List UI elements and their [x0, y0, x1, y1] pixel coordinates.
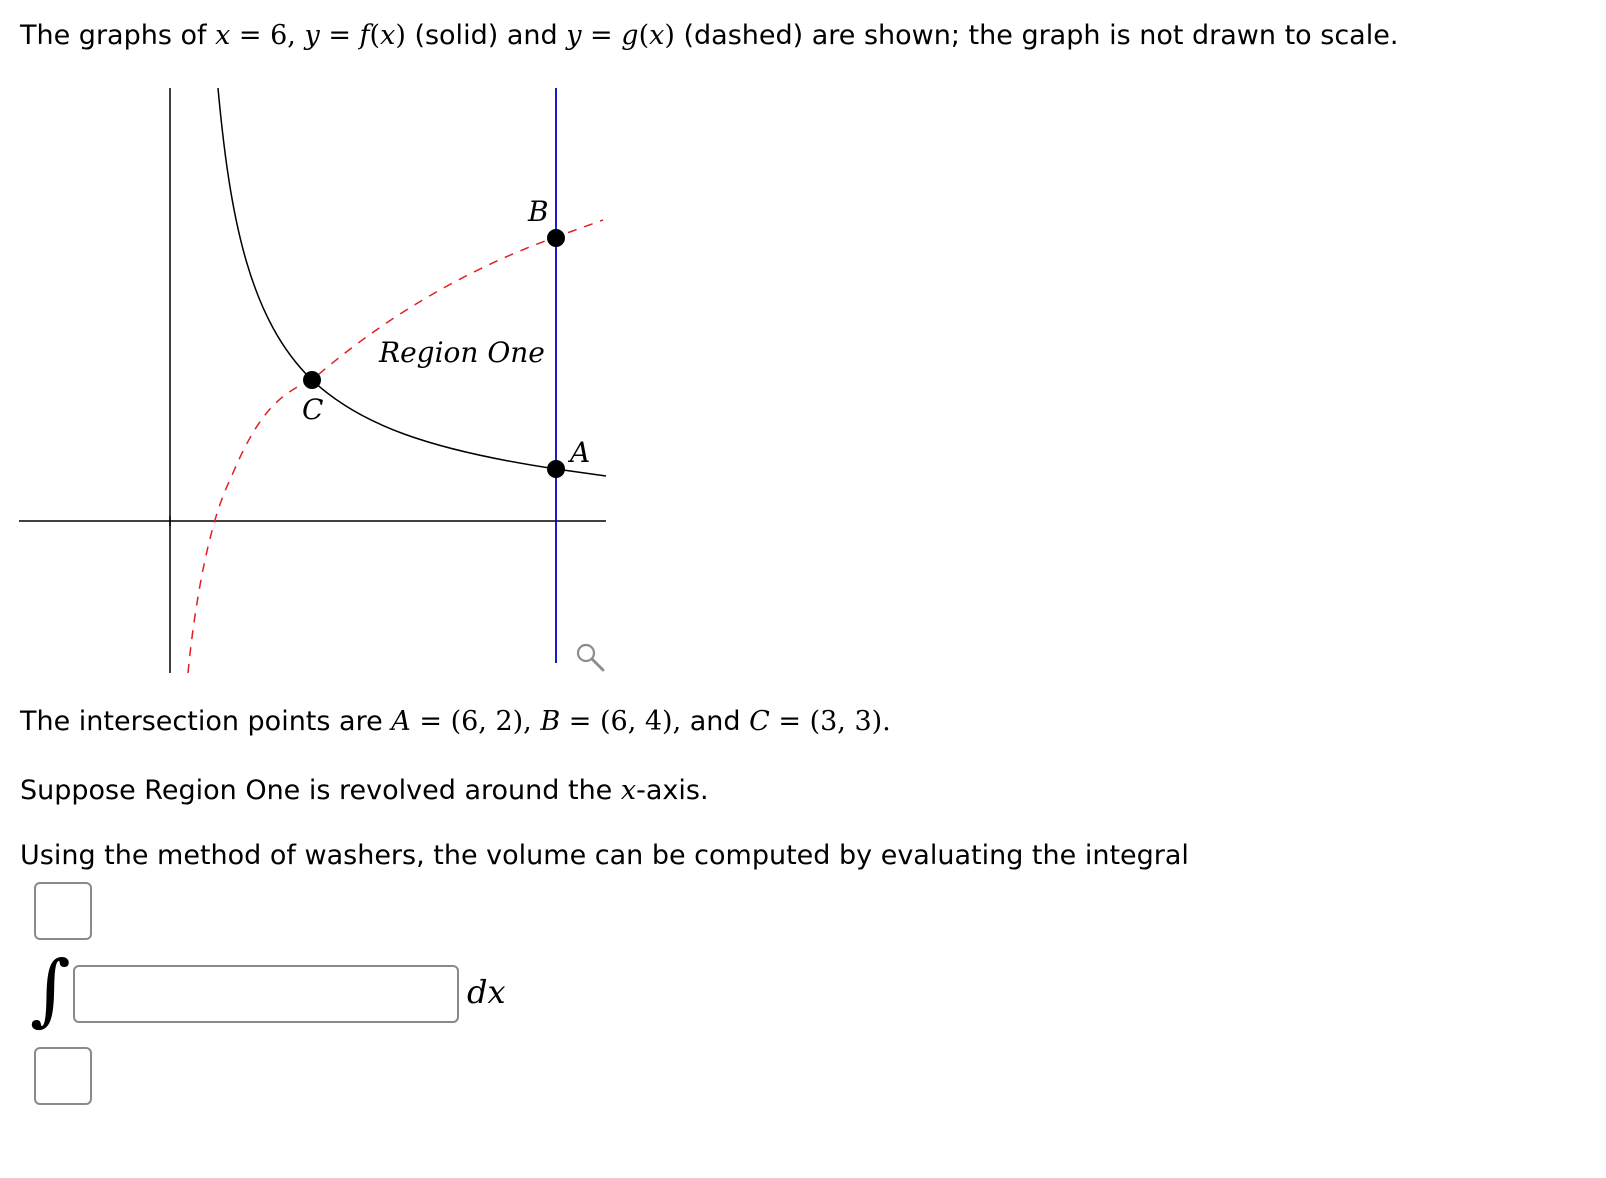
integrand-input[interactable] [73, 965, 459, 1023]
revolve-text: Suppose Region One is revolved around the x-axis. [20, 775, 709, 806]
point-b [547, 229, 565, 247]
region-label: Region One [379, 336, 545, 369]
region-graph [0, 80, 640, 680]
dashed-curve-g [188, 220, 603, 673]
intersection-text: The intersection points are A = (6, 2), B = (6, 4), and C = (3, 3). [20, 706, 891, 737]
magnifier-icon[interactable] [578, 645, 603, 670]
integral-sign: ∫ [30, 945, 71, 1035]
point-a [547, 460, 565, 478]
label-a: A [570, 436, 591, 469]
problem-intro: The graphs of x = 6, y = f(x) (solid) and y = g(x) (dashed) are shown; the graph is not drawn to scale. [20, 20, 1399, 51]
solid-curve-f [218, 88, 606, 476]
method-text: Using the method of washers, the volume can be computed by evaluating the integral [20, 840, 1189, 871]
differential-dx: dx [467, 973, 506, 1011]
upper-limit-input[interactable] [34, 882, 92, 940]
point-c [303, 371, 321, 389]
label-b: B [528, 195, 549, 228]
label-c: C [302, 393, 324, 426]
lower-limit-input[interactable] [34, 1047, 92, 1105]
